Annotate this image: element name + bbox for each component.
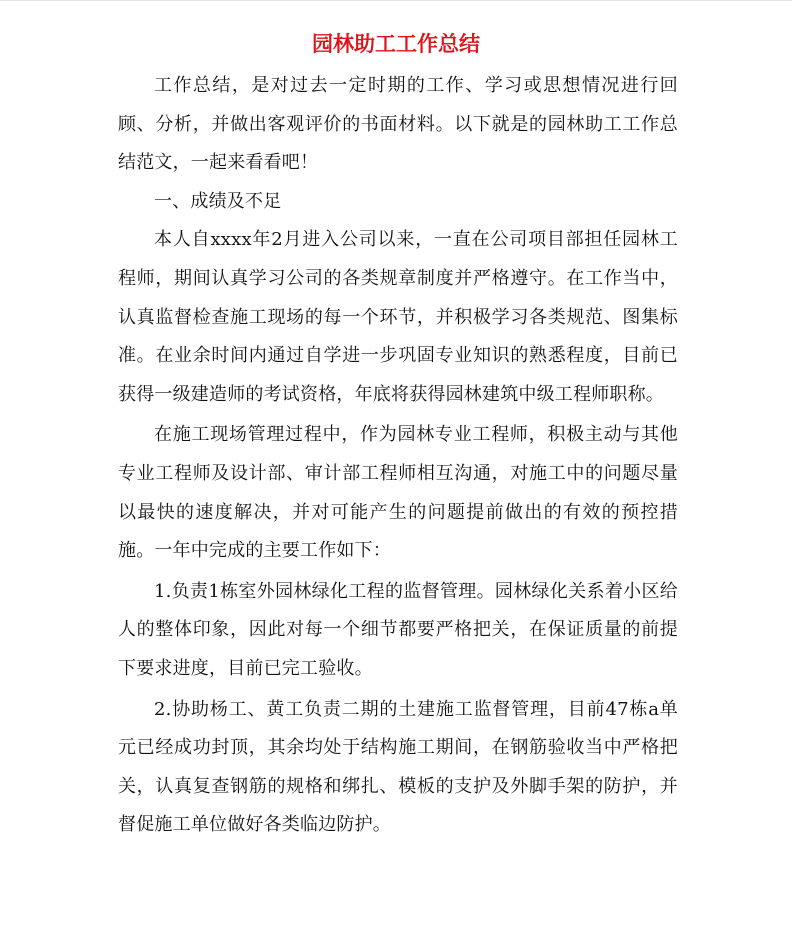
document-body (118, 67, 678, 845)
paragraph-intro: 工作总结，是对过去一定时期的工作、学习或思想情况进行回顾、分析，并做出客观评价的书面材料。以下就是的园林助工工作总结范文，一起来看看吧！ (118, 75, 678, 174)
document-title: 园林助工工作总结 (312, 32, 480, 56)
paragraph-site-management: 在施工现场管理过程中，作为园林专业工程师，积极主动与其他专业工程师及设计部、审计部工程师相互沟通，对施工中的问题尽量以最快的速度解决，并对可能产生的问题提前做出的有效的预控措施。一年中完成的主要工作如下： (118, 424, 678, 562)
paragraph-item-1: 1.负责1栋室外园林绿化工程的监督管理。园林绿化关系着小区给人的整体印象，因此对每一个细节都要严格把关，在保证质量的前提下要求进度，目前已完工验收。 (118, 580, 678, 679)
paragraph-item-2: 2.协助杨工、黄工负责二期的土建施工监督管理，目前47栋a单元已经成功封顶，其余均处于结构施工期间，在钢筋验收当中严格把关，认真复查钢筋的规格和绑扎、模板的支护及外脚手架的防护，并督促施工单位做好各类临边防护。 (118, 698, 678, 836)
section-heading-achievements: 一、成绩及不足 (154, 190, 282, 212)
paragraph-background: 本人自xxxx年2月进入公司以来，一直在公司项目部担任园林工程师，期间认真学习公司的各类规章制度并严格遵守。在工作当中，认真监督检查施工现场的每一个环节，并积极学习各类规范、图集标准。在业余时间内通过自学进一步巩固专业知识的熟悉程度，目前已获得一级建造师的考试资格，年底将获得园林建筑中级工程师职称。 (118, 229, 678, 405)
